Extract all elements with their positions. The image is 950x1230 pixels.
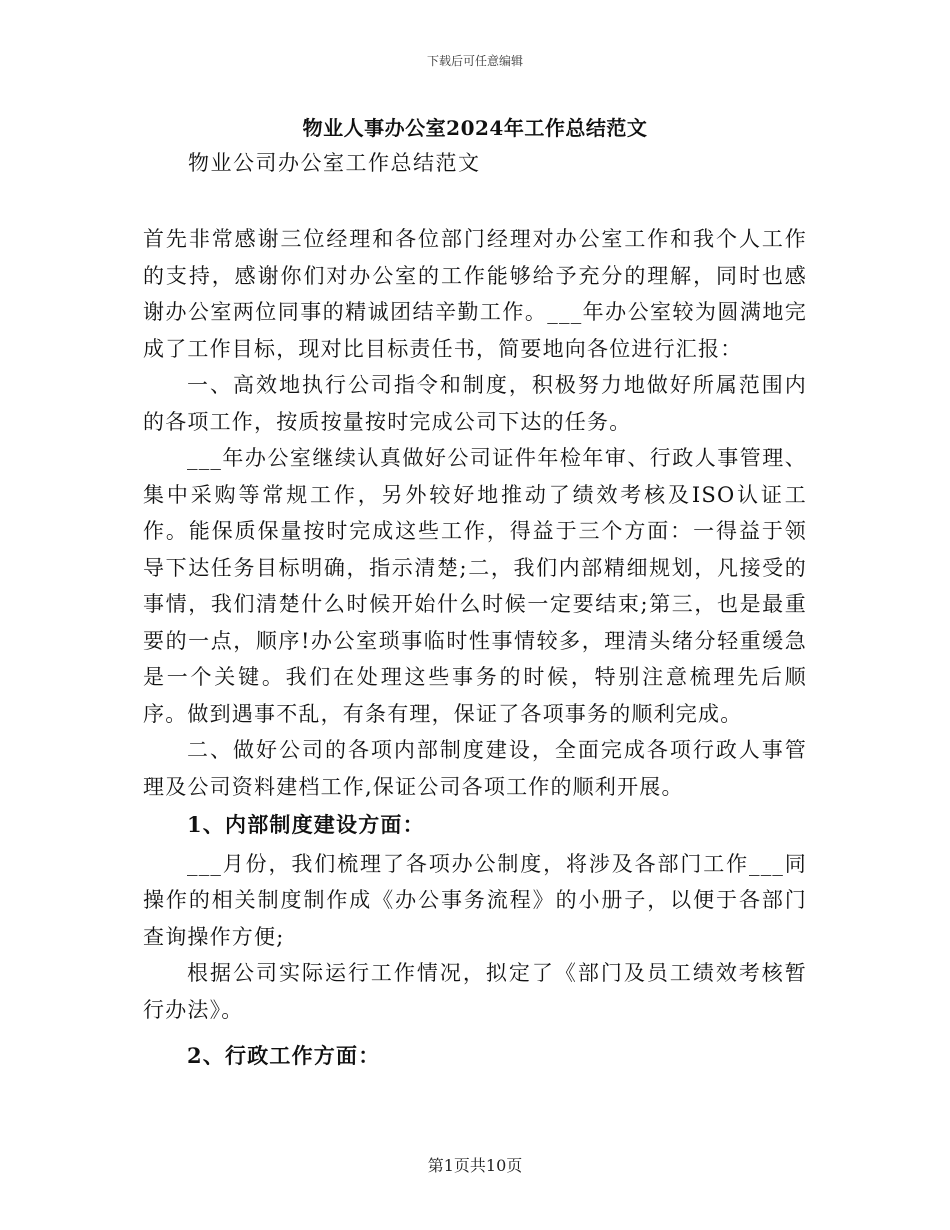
page-number-footer: 第1页共10页 xyxy=(427,1156,523,1175)
heading-internal-system: 1、内部制度建设方面： xyxy=(187,812,425,837)
document-body xyxy=(143,221,807,1077)
header-note: 下载后可任意编辑 xyxy=(426,54,523,68)
paragraph-performance-method: 根据公司实际运行工作情况，拟定了《部门及员工绩效考核暂行办法》。 xyxy=(143,961,807,1022)
paragraph-intro: 首先非常感谢三位经理和各位部门经理对办公室工作和我个人工作的支持，感谢你们对办公室的工作能够给予充分的理解，同时也感谢办公室两位同事的精诚团结辛勤工作。___年办公室较为圆满地完成了工作目标，现对比目标责任书，简要地向各位进行汇报： xyxy=(143,227,807,361)
paragraph-section-two: 二、做好公司的各项内部制度建设，全面完成各项行政人事管理及公司资料建档工作,保证公司各项工作的顺利开展。 xyxy=(143,738,807,799)
document-subtitle: 物业公司办公室工作总结范文 xyxy=(188,151,481,175)
paragraph-internal-system-detail: ___月份，我们梳理了各项办公制度，将涉及各部门工作___同操作的相关制度制作成《办公事务流程》的小册子，以便于各部门查询操作方便; xyxy=(143,851,807,949)
document-title: 物业人事办公室2024年工作总结范文 xyxy=(302,116,648,140)
paragraph-section-one-detail: ___年办公室继续认真做好公司证件年检年审、行政人事管理、集中采购等常规工作，另外较好地推动了绩效考核及ISO认证工作。能保质保量按时完成这些工作，得益于三个方面：一得益于领导下达任务目标明确，指示清楚;二，我们内部精细规划，凡接受的事情，我们清楚什么时候开始什么时候一定要结束;第三，也是最重要的一点，顺序!办公室琐事临时性事情较多，理清头绪分轻重缓急是一个关键。我们在处理这些事务的时候，特别注意梳理先后顺序。做到遇事不乱，有条有理，保证了各项事务的顺利完成。 xyxy=(143,446,807,726)
heading-administrative-work: 2、行政工作方面： xyxy=(187,1043,381,1068)
paragraph-section-one: 一、高效地执行公司指令和制度，积极努力地做好所属范围内的各项工作，按质按量按时完成公司下达的任务。 xyxy=(143,373,807,434)
